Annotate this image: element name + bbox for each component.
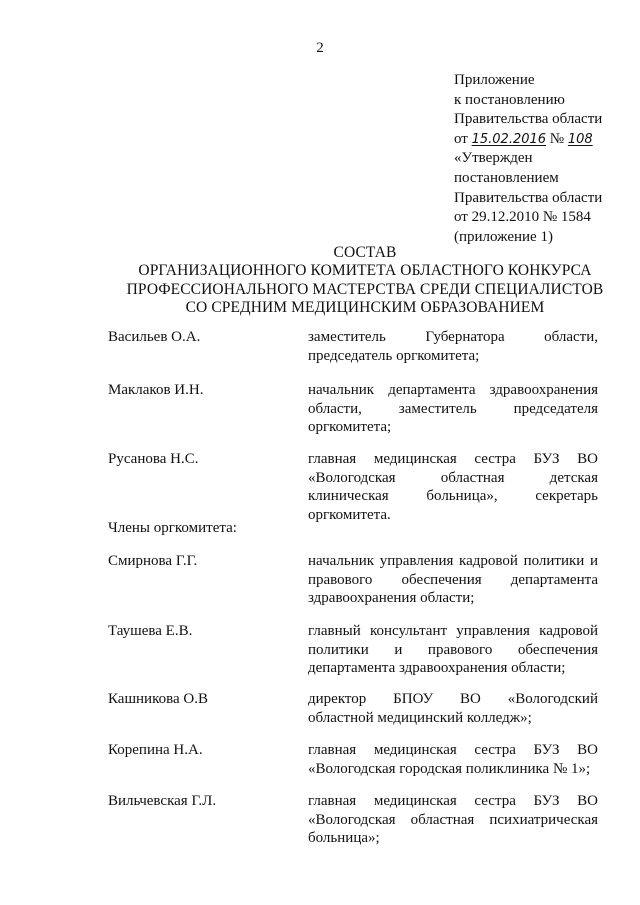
- member-role: заместитель Губернатора области, председатель оргкомитета;: [308, 329, 598, 364]
- member-role: директор БПОУ ВО «Вологодский областной медицинский колледж»;: [308, 691, 598, 726]
- member-name: Русанова Н.С.: [108, 451, 199, 467]
- annex-number-value: 108: [567, 131, 593, 147]
- annex-date-prefix: от: [454, 130, 468, 147]
- member-role: начальник департамента здравоохранения области, заместитель председателя оргкомитета;: [308, 382, 598, 436]
- title-line: СОСТАВ: [333, 244, 397, 261]
- member-name: Васильев О.А.: [108, 329, 201, 345]
- document-title: [100, 244, 630, 318]
- member-name: Вильчевская Г.Л.: [108, 793, 217, 809]
- annex-line: к постановлению: [454, 91, 565, 108]
- annex-line: Приложение: [454, 72, 535, 88]
- annex-line: Правительства области: [454, 189, 603, 206]
- annex-date-value: 15.02.2016: [471, 131, 547, 147]
- member-role: главная медицинская сестра БУЗ ВО «Вологодская областная детская клиническая больница», секретарь оргкомитета.: [308, 451, 598, 523]
- page-number: 2: [316, 40, 324, 56]
- member-role: главная медицинская сестра БУЗ ВО «Вологодская областная психиатрическая больница»;: [308, 793, 598, 847]
- member-role: главный консультант управления кадровой политики и правового обеспечения департамента здравоохранения области;: [308, 623, 598, 677]
- member-role: начальник управления кадровой политики и правового обеспечения департамента здравоохранения области;: [308, 553, 598, 607]
- member-name: Смирнова Г.Г.: [108, 553, 198, 569]
- member-name: Кашникова О.В: [108, 691, 208, 707]
- annex-date-line: [454, 130, 624, 150]
- member-role: главная медицинская сестра БУЗ ВО «Вологодская городская поликлиника № 1»;: [308, 742, 598, 777]
- annex-line: «Утвержден: [454, 150, 533, 167]
- member-name: Маклаков И.Н.: [108, 382, 204, 398]
- title-line: СО СРЕДНИМ МЕДИЦИНСКИМ ОБРАЗОВАНИЕМ: [185, 299, 545, 317]
- annex-number-sign: №: [549, 130, 565, 147]
- annex-block: [454, 71, 624, 247]
- member-name: Таушева Е.В.: [108, 623, 193, 639]
- title-line: ОРГАНИЗАЦИОННОГО КОМИТЕТА ОБЛАСТНОГО КОНКУРСА: [138, 262, 592, 280]
- annex-line: от 29.12.2010 № 1584: [454, 209, 591, 226]
- member-name: Корепина Н.А.: [108, 742, 203, 758]
- annex-line: (приложение 1): [454, 228, 553, 245]
- title-line: ПРОФЕССИОНАЛЬНОГО МАСТЕРСТВА СРЕДИ СПЕЦИАЛИСТОВ: [126, 280, 604, 298]
- annex-line: постановлением: [454, 169, 559, 186]
- annex-line: Правительства области: [454, 111, 603, 128]
- members-label: Члены оргкомитета:: [108, 520, 237, 536]
